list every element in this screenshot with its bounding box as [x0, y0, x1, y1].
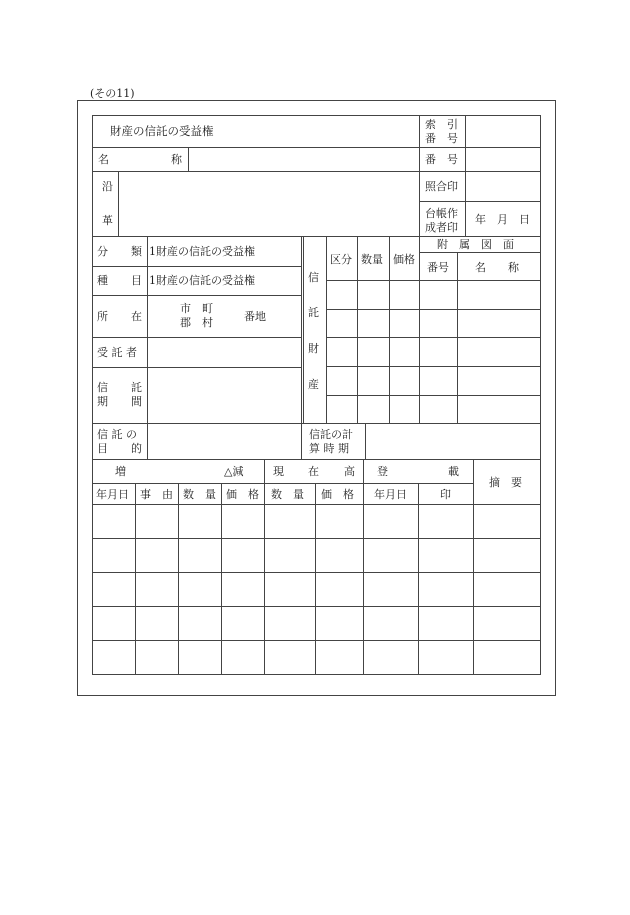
col-name: 名 称 — [475, 261, 519, 274]
grid-line — [419, 236, 420, 423]
grid-line — [326, 395, 541, 396]
grid-line — [363, 459, 364, 674]
grid-line — [92, 337, 301, 338]
grid-line — [419, 115, 420, 236]
sub-date-2: 年月日 — [374, 488, 407, 501]
sub-price-1: 価 格 — [226, 488, 259, 501]
sub-reason: 事 由 — [140, 488, 173, 501]
history-label-1: 沿 — [102, 180, 113, 193]
grid-line — [303, 236, 304, 423]
grid-line — [92, 295, 301, 296]
grid-line — [188, 147, 189, 171]
grid-line — [92, 115, 93, 674]
current-label-3: 高 — [344, 465, 355, 478]
register-label-2: 載 — [448, 465, 459, 478]
name-label-2: 称 — [171, 153, 182, 166]
grid-line — [457, 252, 458, 423]
class-value: 1財産の信託の受益権 — [149, 245, 255, 258]
purpose-label-2a: 目 — [97, 442, 108, 455]
trustee-label: 受 託 者 — [97, 346, 137, 359]
date-label: 年 月 日 — [475, 213, 530, 226]
period-label-1b: 託 — [131, 381, 142, 394]
grid-line — [264, 459, 265, 674]
current-label-1: 現 — [273, 465, 284, 478]
grid-line — [92, 236, 541, 237]
grid-line — [326, 280, 541, 281]
kind-label-2: 目 — [131, 274, 142, 287]
kind-value: 1財産の信託の受益権 — [149, 274, 255, 287]
purpose-label-1: 信 託 の — [97, 428, 137, 441]
grid-line — [365, 423, 366, 459]
lot-label: 番地 — [244, 310, 266, 323]
increase-label: 増 — [115, 465, 126, 478]
grid-line — [418, 483, 419, 674]
grid-line — [419, 201, 541, 202]
sub-price-2: 価 格 — [321, 488, 354, 501]
grid-line — [326, 337, 541, 338]
sub-qty-1: 数 量 — [183, 488, 216, 501]
class-label-2: 類 — [131, 245, 142, 258]
grid-line — [92, 423, 541, 424]
trust-property-side-2: 託 — [308, 306, 319, 319]
index-label-2: 番 号 — [425, 132, 458, 145]
col-quantity: 数量 — [361, 253, 383, 266]
grid-line — [92, 115, 541, 116]
kind-label-1: 種 — [97, 274, 108, 287]
col-price: 価格 — [393, 253, 415, 266]
grid-line — [92, 147, 541, 148]
period-label-2a: 期 — [97, 395, 108, 408]
sub-date: 年月日 — [96, 488, 129, 501]
trust-property-side-4: 産 — [308, 378, 319, 391]
trust-property-side-1: 信 — [308, 271, 319, 284]
grid-line — [92, 266, 301, 267]
ledger-creator-label-2: 成者印 — [425, 221, 458, 234]
county-label: 郡 — [180, 316, 191, 329]
grid-line — [147, 236, 148, 459]
grid-line — [465, 115, 466, 236]
name-label-1: 名 — [98, 153, 109, 166]
grid-line — [92, 483, 473, 484]
trust-property-side-3: 財 — [308, 342, 319, 355]
grid-line — [92, 171, 541, 172]
decrease-label: △減 — [224, 465, 244, 478]
city-label: 市 — [180, 302, 191, 315]
calc-label-2: 算 時 期 — [309, 442, 349, 455]
register-label-1: 登 — [377, 465, 388, 478]
index-label-1: 索 引 — [425, 118, 458, 131]
period-label-1a: 信 — [97, 381, 108, 394]
location-label-2: 在 — [131, 310, 142, 323]
grid-line — [326, 309, 541, 310]
ledger-creator-label-1: 台帳作 — [425, 207, 458, 220]
grid-line — [92, 674, 541, 675]
grid-line — [419, 252, 541, 253]
grid-line — [135, 483, 136, 674]
grid-line — [178, 483, 179, 674]
location-label-1: 所 — [97, 310, 108, 323]
history-label-2: 革 — [102, 214, 113, 227]
col-number: 番号 — [427, 261, 449, 274]
purpose-label-2b: 的 — [131, 442, 142, 455]
number-label: 番 号 — [425, 153, 458, 166]
grid-line — [301, 236, 302, 459]
grid-line — [326, 236, 327, 423]
village-label: 村 — [202, 316, 213, 329]
town-label: 町 — [202, 302, 213, 315]
calc-label-1: 信託の計 — [309, 428, 353, 441]
attached-drawings-header: 附 属 図 面 — [437, 238, 514, 251]
sub-qty-2: 数 量 — [271, 488, 304, 501]
grid-line — [540, 115, 541, 674]
grid-line — [315, 483, 316, 674]
grid-line — [92, 367, 301, 368]
form-title: 財産の信託の受益権 — [110, 124, 214, 138]
grid-line — [389, 236, 390, 423]
class-label-1: 分 — [97, 245, 108, 258]
verify-seal-label: 照合印 — [425, 180, 458, 193]
grid-line — [118, 171, 119, 236]
current-label-2: 在 — [308, 465, 319, 478]
grid-line — [473, 459, 474, 674]
grid-line — [221, 483, 222, 674]
col-category: 区分 — [330, 253, 352, 266]
sub-seal: 印 — [440, 488, 451, 501]
grid-line — [357, 236, 358, 423]
remarks-label: 摘 要 — [489, 476, 522, 489]
grid-line — [326, 366, 541, 367]
period-label-2b: 間 — [131, 395, 142, 408]
page-caption: (その11) — [90, 87, 135, 100]
